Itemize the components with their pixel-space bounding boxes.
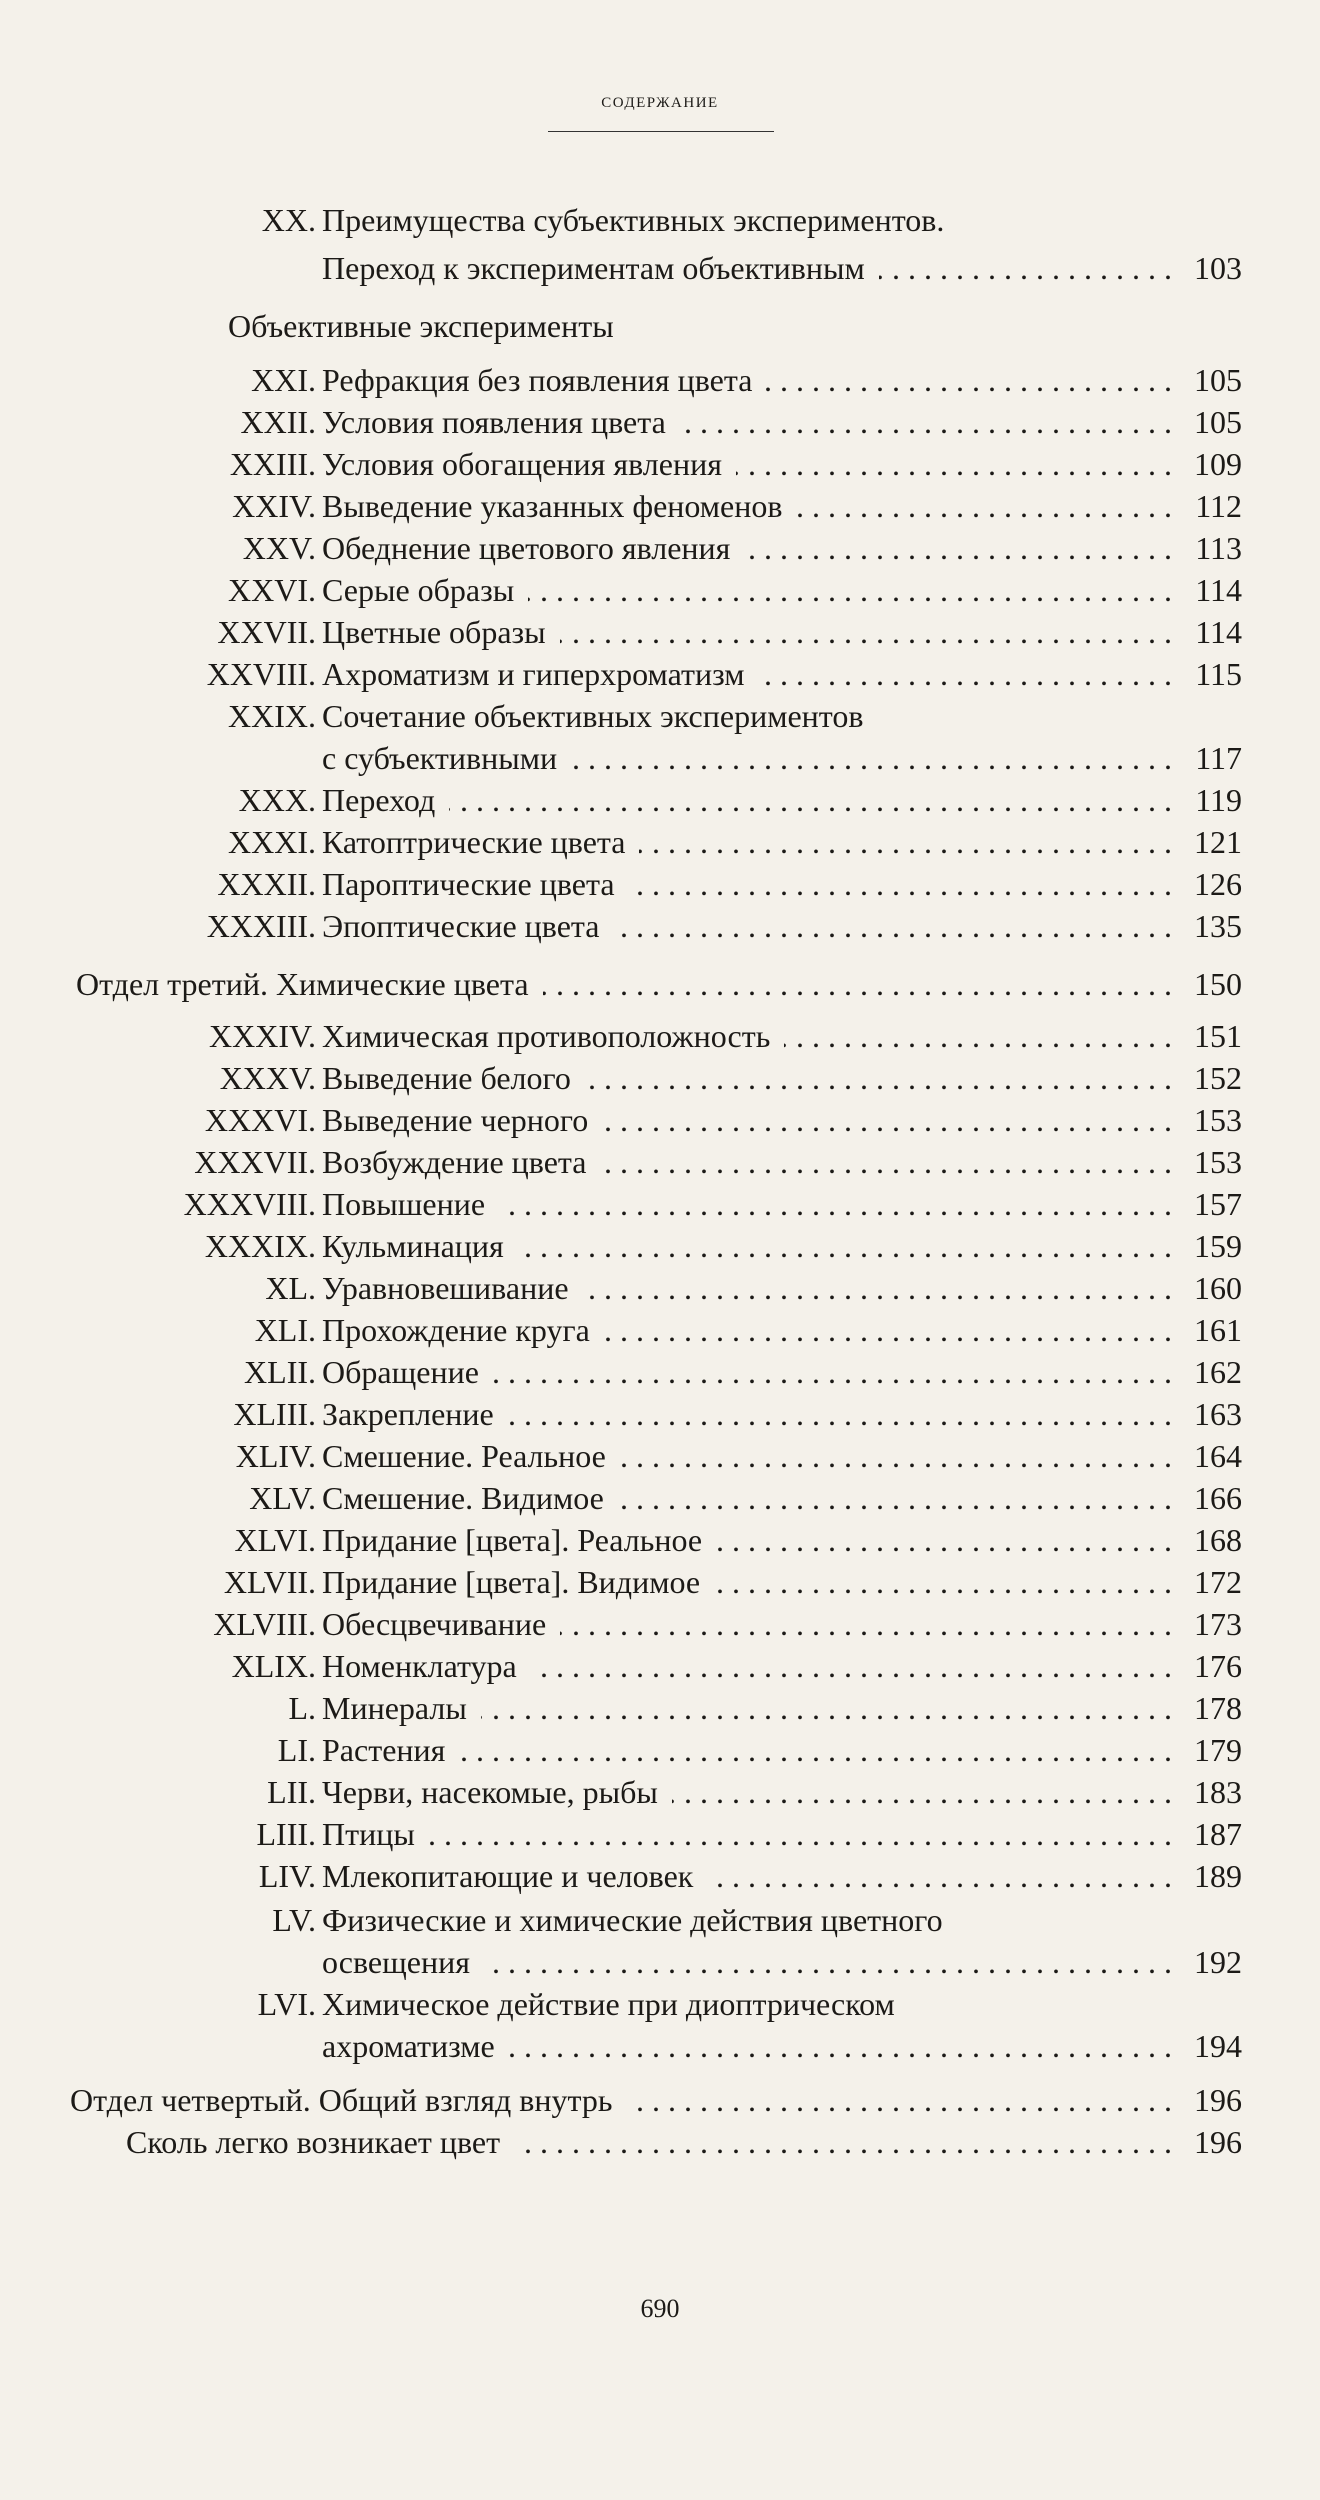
page-reference: 117 [1195,740,1242,776]
leader-dots [613,904,1172,948]
toc-entry [0,1812,1320,1856]
page-reference: 172 [1194,1564,1242,1600]
entry-title: Смешение. Видимое [322,1480,604,1516]
entry-title: Возбуждение цвета [322,1144,587,1180]
leader-dots [766,358,1172,402]
page-reference: 105 [1194,362,1242,398]
toc-entry [0,1854,1320,1898]
entry-title: Переход к экспериментам объективным [322,250,865,286]
chapter-number: XLVIII. [213,1606,316,1642]
leader-dots [509,2024,1172,2068]
toc-entry [0,400,1320,444]
toc-entry [0,1056,1320,1100]
toc-entry [0,694,1320,738]
page-reference: 173 [1194,1606,1242,1642]
entry-title: Отдел третий. Химические цвета [76,966,529,1002]
leader-dots [543,962,1172,1006]
page-reference: 153 [1194,1102,1242,1138]
leader-dots [514,2120,1172,2164]
chapter-number: XXV. [242,530,316,566]
entry-title: Придание [цвета]. Видимое [322,1564,701,1600]
chapter-number: LV. [272,1902,316,1938]
leader-dots [714,1560,1172,1604]
entry-title: Обесцвечивание [322,1606,547,1642]
entry-title: Условия появления цвета [322,404,666,440]
chapter-number: XXIX. [228,698,316,734]
entry-title: Химическое действие при диоптрическом [322,1986,895,2022]
leader-dots [620,1434,1172,1478]
chapter-number: XLVI. [234,1522,316,1558]
entry-title: Птицы [322,1816,415,1852]
entry-title: Физические и химические действия цветного [322,1902,943,1938]
entry-title: Сочетание объективных экспериментов [322,698,864,734]
leader-dots [879,246,1172,290]
toc-entry [0,304,1320,348]
leader-dots [449,778,1172,822]
page-reference: 135 [1194,908,1242,944]
chapter-number: XLIV. [235,1438,316,1474]
chapter-number: XXX. [238,782,316,818]
entry-title: Закрепление [322,1396,494,1432]
chapter-number: XXIV. [232,488,316,524]
entry-title: Переход [322,782,436,818]
leader-dots [672,1770,1172,1814]
chapter-number: LVI. [257,1986,316,2022]
chapter-number: XLIX. [231,1648,316,1684]
leader-dots [707,1854,1172,1898]
leader-dots [736,442,1172,486]
toc-entry [0,526,1320,570]
page-reference: 176 [1194,1648,1242,1684]
chapter-number: XLIII. [233,1396,316,1432]
entry-title: Сколь легко возникает цвет [126,2124,501,2160]
page-reference: 179 [1194,1732,1242,1768]
chapter-number: XX. [261,202,316,238]
chapter-number: XLII. [244,1354,316,1390]
entry-title: Выведение черного [322,1102,589,1138]
leader-dots [601,1140,1173,1184]
entry-title: Обеднение цветового явления [322,530,731,566]
entry-title: Придание [цвета]. Реальное [322,1522,703,1558]
leader-dots [585,1056,1172,1100]
entry-title: Рефракция без появления цвета [322,362,753,398]
leader-dots [629,862,1172,906]
header-rule [548,131,774,132]
entry-title: Минералы [322,1690,467,1726]
toc-entry [0,1560,1320,1604]
toc-entry [0,1518,1320,1562]
chapter-number: XXVII. [217,614,316,650]
page-reference: 115 [1195,656,1242,692]
toc-entry [0,2120,1320,2164]
entry-title: Цветные образы [322,614,546,650]
toc-entry [0,1014,1320,1058]
page-number: 690 [640,2294,680,2323]
entry-title: Серые образы [322,572,515,608]
toc-entry [0,1224,1320,1268]
toc-entry [0,1476,1320,1520]
toc-entry [0,1686,1320,1730]
toc-entry [0,1392,1320,1436]
entry-title: Черви, насекомые, рыбы [322,1774,658,1810]
leader-dots [508,1392,1172,1436]
chapter-number: XXVI. [228,572,316,608]
entry-title: с субъективными [322,740,558,776]
page-reference: 105 [1194,404,1242,440]
chapter-number: XXXI. [228,824,316,860]
page-reference: 163 [1194,1396,1242,1432]
chapter-number: XLI. [254,1312,316,1348]
chapter-number: LI. [277,1732,316,1768]
toc-entry [0,358,1320,402]
page-reference: 160 [1194,1270,1242,1306]
chapter-number: XXIII. [229,446,316,482]
leader-dots [796,484,1172,528]
toc-entry [0,1434,1320,1478]
page-reference: 150 [1194,966,1242,1002]
chapter-number: XXXVII. [194,1144,316,1180]
page-reference: 166 [1194,1480,1242,1516]
leader-dots [639,820,1172,864]
leader-dots [560,1602,1172,1646]
leader-dots [528,568,1172,612]
page-reference: 121 [1194,824,1242,860]
toc-entry [0,442,1320,486]
page-reference: 189 [1194,1858,1242,1894]
leader-dots [429,1812,1172,1856]
leader-dots [518,1224,1172,1268]
entry-title: Выведение указанных феноменов [322,488,783,524]
page-reference: 161 [1194,1312,1242,1348]
chapter-number: XXII. [240,404,316,440]
entry-title: Отдел четвертый. Общий взгляд внутрь [70,2082,613,2118]
toc-entry [0,1308,1320,1352]
toc-entry [0,1770,1320,1814]
toc-entry [0,736,1320,780]
chapter-number: XXXVI. [204,1102,316,1138]
leader-dots [618,1476,1172,1520]
leader-dots [493,1350,1172,1394]
chapter-number: XXXIII. [206,908,316,944]
page-reference: 153 [1194,1144,1242,1180]
chapter-number: XXXV. [219,1060,316,1096]
toc-entry [0,2078,1320,2122]
toc-entry [0,862,1320,906]
leader-dots [571,736,1172,780]
entry-title: Преимущества субъективных экспериментов. [322,202,945,238]
toc-entry [0,246,1320,290]
toc-entry [0,1350,1320,1394]
toc-entry [0,1266,1320,1310]
entry-title: Эпоптические цвета [322,908,600,944]
page-reference: 168 [1194,1522,1242,1558]
entry-title: Ахроматизм и гиперхроматизм [322,656,745,692]
entry-title: Пароптические цвета [322,866,615,902]
page-reference: 103 [1194,250,1242,286]
page-reference: 196 [1194,2124,1242,2160]
page-reference: 194 [1194,2028,1242,2064]
page-reference: 152 [1194,1060,1242,1096]
chapter-number: XXXVIII. [183,1186,316,1222]
leader-dots [484,1940,1172,1984]
leader-dots [602,1098,1172,1142]
leader-dots [759,652,1173,696]
chapter-number: LIII. [256,1816,316,1852]
entry-title: Номенклатура [322,1648,517,1684]
toc-entry [0,904,1320,948]
entry-title: Выведение белого [322,1060,571,1096]
page-reference: 187 [1194,1816,1242,1852]
page-reference: 196 [1194,2082,1242,2118]
toc-entry [0,1182,1320,1226]
toc-entry [0,1898,1320,1942]
toc-entry [0,962,1320,1006]
leader-dots [531,1644,1172,1688]
leader-dots [604,1308,1172,1352]
entry-title: ахроматизме [322,2028,495,2064]
page-reference: 112 [1195,488,1242,524]
toc-entry [0,1602,1320,1646]
leader-dots [499,1182,1172,1226]
leader-dots [626,2078,1172,2122]
entry-title: Смешение. Реальное [322,1438,606,1474]
page-reference: 119 [1195,782,1242,818]
toc-entry [0,198,1320,242]
page-reference: 178 [1194,1690,1242,1726]
entry-title: Прохождение круга [322,1312,590,1348]
leader-dots [784,1014,1172,1058]
leader-dots [481,1686,1172,1730]
chapter-number: XXI. [251,362,316,398]
toc-entry [0,1140,1320,1184]
toc-entry [0,1940,1320,1984]
page-reference: 114 [1195,614,1242,650]
chapter-number: LIV. [258,1858,316,1894]
entry-title: Растения [322,1732,446,1768]
running-head: содержание [601,88,719,112]
chapter-number: XLV. [249,1480,316,1516]
page-reference: 126 [1194,866,1242,902]
chapter-number: L. [288,1690,316,1726]
entry-title: Кульминация [322,1228,504,1264]
page-reference: 157 [1194,1186,1242,1222]
chapter-number: XXXII. [217,866,316,902]
chapter-number: XXXIX. [204,1228,316,1264]
leader-dots [583,1266,1172,1310]
entry-title: Повышение [322,1186,486,1222]
entry-title: Уравновешивание [322,1270,569,1306]
page-reference: 159 [1194,1228,1242,1264]
toc-entry [0,778,1320,822]
toc-entry [0,484,1320,528]
page-reference: 192 [1194,1944,1242,1980]
chapter-number: XXXIV. [209,1018,316,1054]
entry-title: Обращение [322,1354,479,1390]
toc-entry [0,1644,1320,1688]
toc-entry [0,610,1320,654]
leader-dots [744,526,1172,570]
entry-title: Химическая противоположность [322,1018,771,1054]
page-reference: 162 [1194,1354,1242,1390]
leader-dots [560,610,1172,654]
toc-entry [0,1728,1320,1772]
page-reference: 151 [1194,1018,1242,1054]
entry-title: освещения [322,1944,470,1980]
page-reference: 113 [1195,530,1242,566]
leader-dots [459,1728,1172,1772]
toc-entry [0,1982,1320,2026]
page-reference: 109 [1194,446,1242,482]
entry-title: Катоптрические цвета [322,824,626,860]
chapter-number: LII. [267,1774,316,1810]
leader-dots [680,400,1172,444]
page-reference: 164 [1194,1438,1242,1474]
toc-entry [0,820,1320,864]
entry-title: Объективные эксперименты [228,308,614,344]
chapter-number: XLVII. [223,1564,316,1600]
entry-title: Условия обогащения явления [322,446,722,482]
page-reference: 183 [1194,1774,1242,1810]
leader-dots [716,1518,1172,1562]
toc-entry [0,1098,1320,1142]
toc-entry [0,652,1320,696]
chapter-number: XL. [265,1270,316,1306]
toc-entry [0,2024,1320,2068]
chapter-number: XXVIII. [206,656,316,692]
entry-title: Млекопитающие и человек [322,1858,694,1894]
toc-entry [0,568,1320,612]
page-reference: 114 [1195,572,1242,608]
